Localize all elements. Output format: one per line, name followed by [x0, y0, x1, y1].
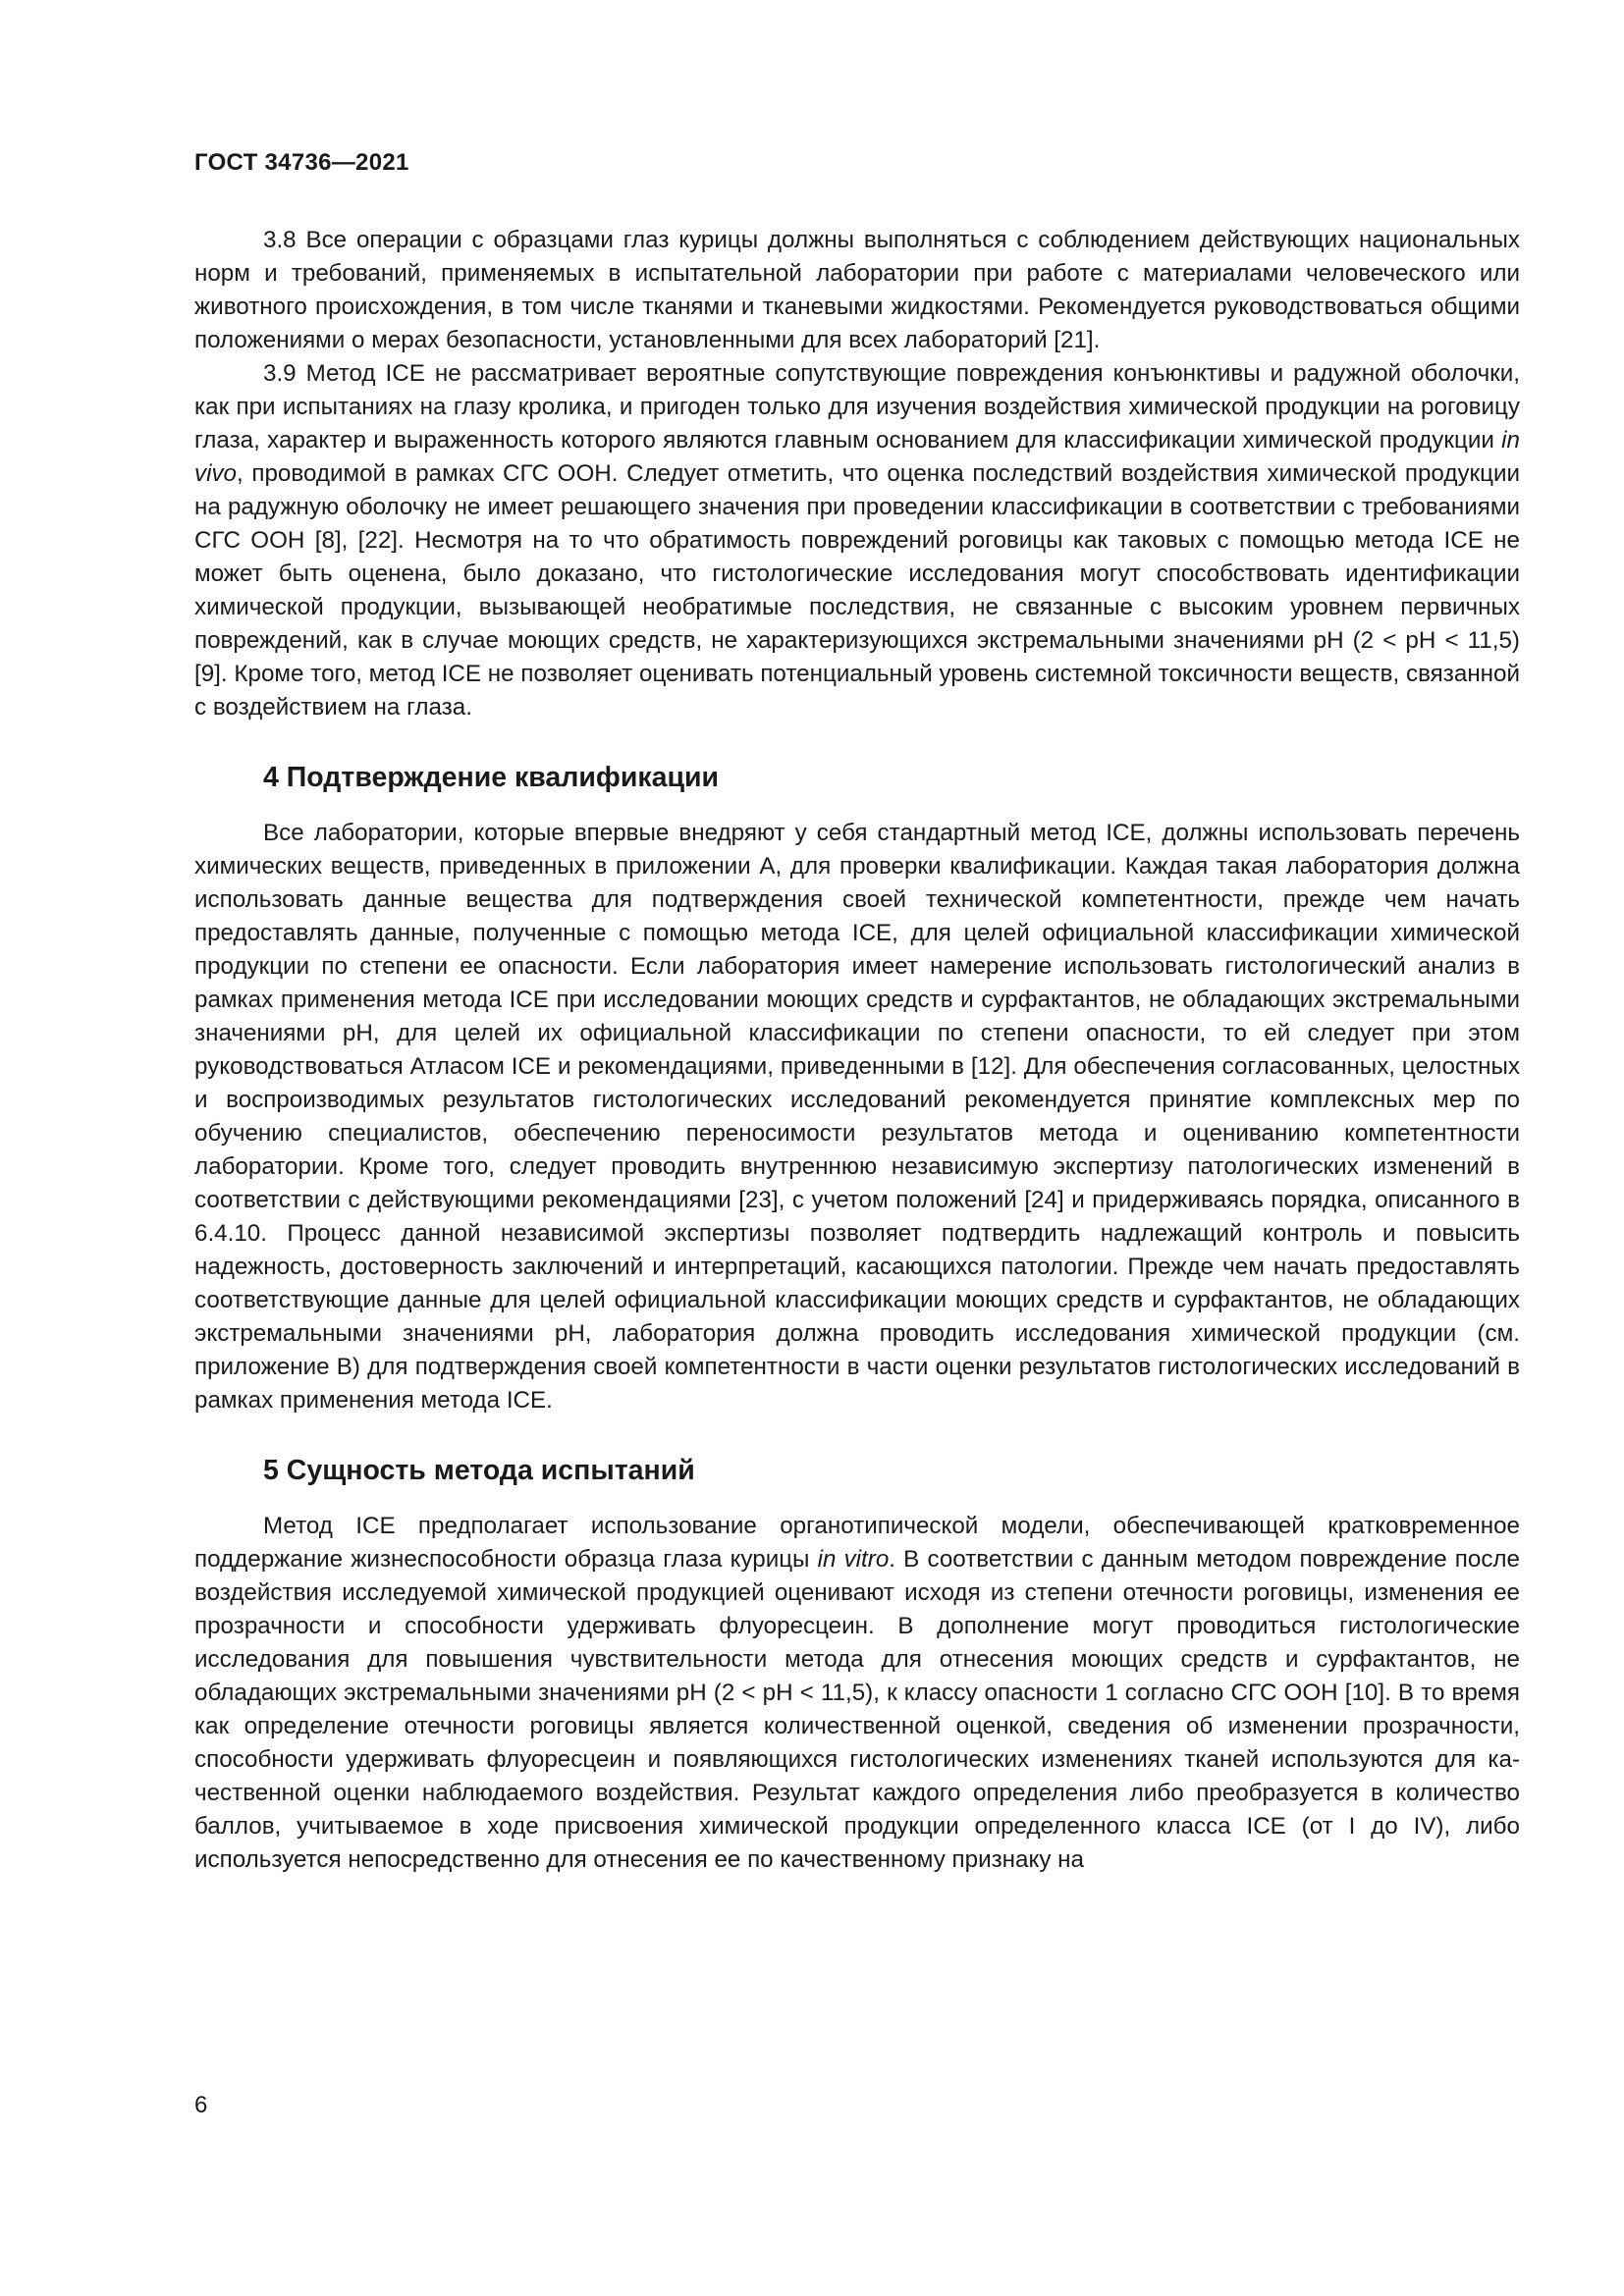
page-number: 6 [194, 2092, 208, 2118]
paragraph-3-9-italic: in vivo [194, 427, 1520, 487]
section-5-text-b: . В соответствии с данным методом повреждение после воздействия исследуемой химической продукцией оценивают исходя из степени отечности роговицы, изменения ее прозрачности и способности удерживать флуоресцеин. В дополнение могут проводиться гистологические исследования для повышения чувствительности метода для отнесения моющих средств и сурфактантов, не обладающих экстремальными значениями pH (2 < pH < 11,5), к классу опасности 1 согласно СГС ООН [10]. В то время как определение отечности роговицы является количественной оценкой, сведения об изменении прозрачности, способности удерживать флуоресцеин и появляющихся гистологических изменениях тканей используются для качественной оценки наблюдаемого воздействия. Результат каждого определения либо преобразуется в количество баллов, учитываемое в ходе присвоения химической продукции определенного класса ICE (от I до IV), либо используется непосредственно для отнесения ее по качественному признаку на [194, 1546, 1521, 1873]
paragraph-3-9-text-b: , проводимой в рамках СГС ООН. Следует отметить, что оценка последствий воздействия химической продукции на радужную оболочку не имеет решающего значения при проведении классификации в соответствии с требованиями СГС ООН [8], [22]. Несмотря на то что обратимость повреждений роговицы как таковых с помощью метода ICE не может быть оценена, было доказано, что гистологические исследования могут способствовать идентификации химической продукции, вызывающей необратимые последствия, не связанные с высоким уровнем первичных повреждений, как в случае моющих средств, не характеризующихся экстремальными значениями pH (2 < pH < 11,5) [9]. Кроме того, метод ICE не позволяет оценивать потенциальный уровень системной токсичности веществ, связанной с воздействием на глаза. [194, 460, 1520, 721]
document-code-header: ГОСТ 34736—2021 [194, 149, 409, 176]
paragraph-3-9-text-a: 3.9 Метод ICE не рассматривает вероятные сопутствующие повреждения конъюнктивы и радужной оболочки, как при испытаниях на глазу кролика, и пригоден только для изучения воздействия химической продукции на роговицу глаза, характер и выраженность которого являются главным основанием для классификации химической продукции [194, 360, 1520, 454]
page-content [194, 224, 1520, 1877]
section-4-heading: 4 Подтверждение квалификации [263, 762, 720, 793]
section-5-paragraph [194, 1510, 1520, 1877]
section-5-heading: 5 Сущность метода испытаний [263, 1455, 695, 1486]
paragraph-3-9 [194, 357, 1520, 724]
section-5-text-a: Метод ICE предполагает использование органотипической модели, обеспечивающей кратковременное поддержание жизнеспособности образца глаза курицы [194, 1513, 1520, 1573]
paragraph-3-8: 3.8 Все операции с образцами глаз курицы должны выполняться с соблюдением действующих национальных норм и требований, применяемых в испытательной лаборатории при работе с материалами человеческого или животного происхождения, в том числе тканями и тканевыми жидкостями. Рекомендуется руководствоваться общими положениями о мерах безопасности, установленными для всех лабораторий [21]. [194, 227, 1520, 353]
section-4-paragraph: Все лаборатории, которые впервые внедряют у себя стандартный метод ICE, должны использовать перечень химических веществ, приведенных в приложении А, для проверки квалификации. Каждая такая лаборатория должна использовать данные вещества для подтверждения своей технической компетентности, прежде чем начать предоставлять данные, полученные с помощью метода ICE, для целей официальной классификации химической продукции по степени ее опасности. Если лаборатория имеет намерение использовать гистологический анализ в рамках применения метода ICE при исследовании моющих средств и сурфактантов, не обладающих экстремальными значениями pH, для целей их официальной классификации по степени опасности, то ей следует при этом руководствоваться Атласом ICE и рекомендациями, приведенными в [12]. Для обеспечения согласованных, целостных и воспроизводимых результатов гистологических исследований рекомендуется принятие комплексных мер по обучению специалистов, обеспечению переносимости результатов метода и оцениванию компетентности лаборатории. Кроме того, следует проводить внутреннюю независимую экспертизу патологических изменений в соответствии с действующими рекомендациями [23], с учетом положений [24] и придерживаясь порядка, описанного в 6.4.10. Процесс данной независимой экспертизы позволяет подтвердить надлежащий контроль и повысить надежность, достоверность заключений и интерпретаций, касающихся патологии. Прежде чем начать предоставлять соответствующие данные для целей официальной классификации моющих средств и сурфактантов, не обладающих экстремальными значениями pH, лаборатория должна проводить исследования химической продукции (см. приложение В) для подтверждения своей компетентности в части оценки результатов гистологических исследований в рамках применения метода ICE. [194, 820, 1520, 1414]
section-5-italic: in vitro [817, 1546, 890, 1573]
